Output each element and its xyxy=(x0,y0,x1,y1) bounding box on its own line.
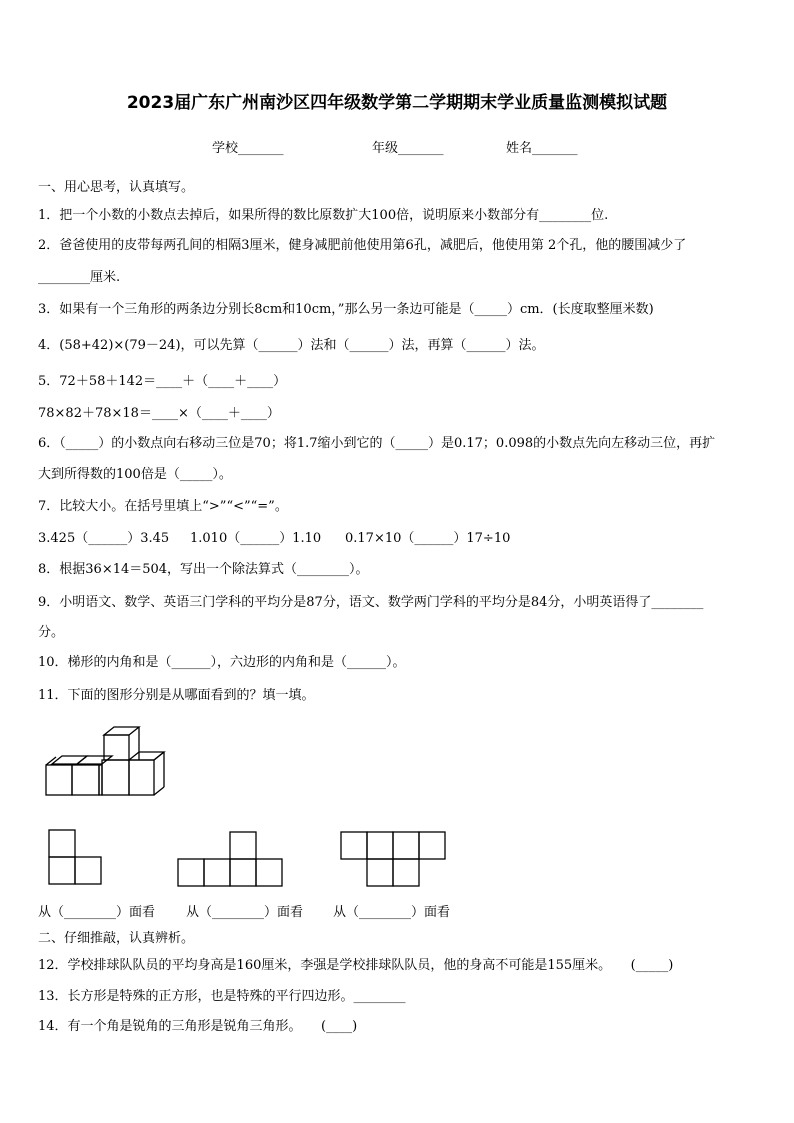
view-label-2: 从（________）面看 xyxy=(186,905,304,920)
question-14: 14．有一个角是锐角的三角形是锐角三角形。 (____) xyxy=(38,1019,358,1034)
section-1-heading: 一、用心思考，认真填写。 xyxy=(38,180,195,195)
question-8: 8．根据36×14＝504，写出一个除法算式（________）。 xyxy=(38,562,369,577)
question-7: 7．比较大小。在括号里填上“>”“<”“=”。 xyxy=(38,499,288,514)
compare-item-3: 0.17×10（______）17÷10 xyxy=(345,531,511,546)
question-9-line-1: 9．小明语文、数学、英语三门学科的平均分是87分，语文、数学两门学科的平均分是84分，小明英语得了________ xyxy=(38,595,704,610)
view-label-1: 从（________）面看 xyxy=(38,905,156,920)
cube-stack-figure xyxy=(44,725,164,800)
question-12: 12．学校排球队队员的平均身高是160厘米，李强是学校排球队队员，他的身高不可能是155厘米。 (_____) xyxy=(38,958,674,973)
question-6-line-1: 6．（_____）的小数点向右移动三位是70；将1.7缩小到它的（_____）是0.17；0.098的小数点先向左移动三位，再扩 xyxy=(38,436,716,451)
view-figure-3 xyxy=(341,832,451,888)
question-11: 11．下面的图形分别是从哪面看到的？填一填。 xyxy=(38,688,315,703)
grade-field[interactable]: 年级_______ xyxy=(372,141,444,156)
view-label-3: 从（________）面看 xyxy=(333,905,451,920)
compare-item-2: 1.010（______）1.10 xyxy=(190,531,322,546)
question-5-line-2: 78×82＋78×18＝____×（____＋____） xyxy=(38,406,280,421)
question-3: 3．如果有一个三角形的两条边分别长8cm和10cm，”那么另一条边可能是（_____）cm．(长度取整厘米数) xyxy=(38,302,654,317)
question-6-line-2: 大到所得数的100倍是（_____）。 xyxy=(38,467,232,482)
question-1: 1．把一个小数的小数点去掉后，如果所得的数比原数扩大100倍，说明原来小数部分有________位. xyxy=(38,208,609,223)
name-field[interactable]: 姓名_______ xyxy=(506,141,578,156)
question-10: 10．梯形的内角和是（______），六边形的内角和是（______）。 xyxy=(38,655,406,670)
view-figure-2 xyxy=(178,832,288,888)
question-13: 13．长方形是特殊的正方形，也是特殊的平行四边形。________ xyxy=(38,989,406,1004)
compare-item-1: 3.425（______）3.45 xyxy=(38,531,170,546)
question-2-line-2: ________厘米. xyxy=(38,270,121,285)
page-title: 2023届广东广州南沙区四年级数学第二学期期末学业质量监测模拟试题 xyxy=(126,93,668,113)
school-field[interactable]: 学校_______ xyxy=(212,141,284,156)
section-2-heading: 二、仔细推敲，认真辨析。 xyxy=(38,931,195,946)
question-2-line-1: 2．爸爸使用的皮带每两孔间的相隔3厘米，健身减肥前他使用第6孔，减肥后，他使用第 2个孔，他的腰围减少了 xyxy=(38,238,687,253)
question-9-line-2: 分。 xyxy=(38,625,65,640)
question-4: 4．(58+42)×(79－24)，可以先算（______）法和（______）法，再算（______）法。 xyxy=(38,338,545,353)
view-figure-1 xyxy=(49,830,104,885)
question-5-line-1: 5．72＋58＋142＝____＋（____＋____） xyxy=(38,374,287,389)
